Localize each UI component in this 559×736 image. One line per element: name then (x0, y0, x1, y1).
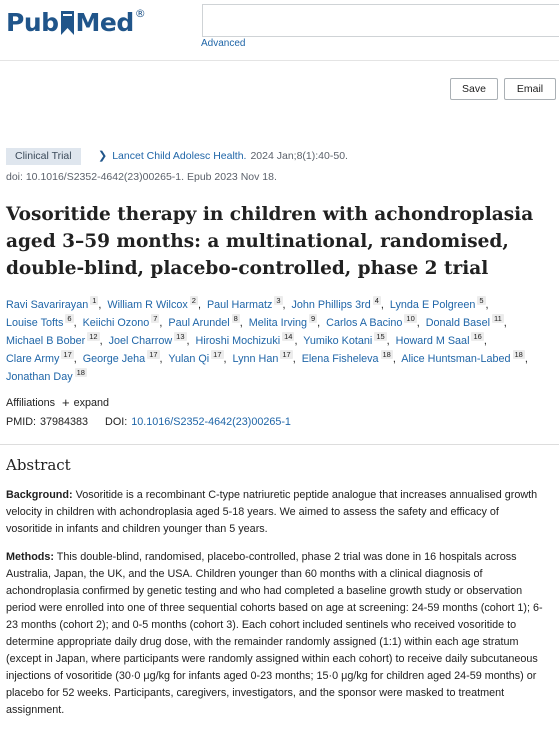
author-link[interactable] (248, 314, 317, 329)
author-name[interactable]: William R Wilcox (107, 299, 188, 311)
author-separator: , (317, 317, 321, 329)
author-separator: , (524, 353, 528, 365)
author-separator: , (503, 317, 507, 329)
identifiers (6, 416, 291, 428)
author-link[interactable] (232, 350, 293, 365)
author-name[interactable]: Clare Army (6, 353, 60, 365)
author-separator: , (186, 335, 190, 347)
author-link[interactable] (291, 296, 381, 311)
affiliation-number[interactable]: 18 (76, 368, 85, 377)
author-separator: , (239, 317, 243, 329)
author-link[interactable] (6, 350, 74, 365)
author-name[interactable]: Keiichi Ozono (82, 317, 150, 329)
methods-label: Methods: (6, 551, 54, 563)
journal-citation (98, 148, 348, 165)
author-separator: , (99, 335, 103, 347)
author-separator: , (294, 335, 298, 347)
section-divider (0, 444, 559, 445)
author-link[interactable] (395, 332, 484, 347)
bookmark-icon (60, 10, 75, 34)
affiliation-number[interactable]: 2 (191, 296, 196, 305)
author-separator: , (380, 299, 384, 311)
author-name[interactable]: Michael B Bober (6, 335, 86, 347)
author-link[interactable] (195, 332, 298, 347)
doi-label: DOI: (105, 416, 128, 428)
abstract-methods (6, 549, 546, 719)
affiliation-number[interactable]: 17 (213, 350, 222, 359)
affiliations-row[interactable] (6, 396, 109, 409)
affiliation-number[interactable]: 14 (284, 332, 293, 341)
author-name[interactable]: Lynn Han (232, 353, 279, 365)
affiliation-number[interactable]: 11 (493, 314, 502, 323)
author-name[interactable]: Paul Harmatz (206, 299, 273, 311)
author-name[interactable]: Melita Irving (248, 317, 307, 329)
abstract-heading: Abstract (6, 456, 71, 474)
affiliation-number[interactable]: 13 (176, 332, 185, 341)
doi-epub-line: doi: 10.1016/S2352-4642(23)00265-1. Epub 2023 Nov 18. (6, 171, 277, 183)
author-name[interactable]: Howard M Saal (395, 335, 470, 347)
header-divider (0, 60, 559, 61)
author-name[interactable]: Elena Fisheleva (301, 353, 379, 365)
author-name[interactable]: Carlos A Bacino (326, 317, 403, 329)
author-name[interactable]: Ravi Savarirayan (6, 299, 89, 311)
author-name[interactable]: Louise Tofts (6, 317, 64, 329)
advanced-search-link[interactable]: Advanced (201, 38, 246, 49)
author-separator: , (73, 317, 77, 329)
author-name[interactable]: John Phillips 3rd (291, 299, 371, 311)
affiliation-number[interactable]: 10 (406, 314, 415, 323)
author-link[interactable] (6, 332, 100, 347)
affiliation-number[interactable]: 17 (149, 350, 158, 359)
author-name[interactable]: Hiroshi Mochizuki (195, 335, 281, 347)
email-button[interactable]: Email (504, 78, 556, 100)
author-separator: , (159, 317, 163, 329)
affiliation-number[interactable]: 7 (153, 314, 158, 323)
author-separator: , (282, 299, 286, 311)
affiliation-number[interactable]: 18 (382, 350, 391, 359)
doi-link[interactable]: 10.1016/S2352-4642(23)00265-1 (131, 416, 291, 428)
expand-label[interactable]: expand (73, 396, 110, 409)
author-name[interactable]: Alice Huntsman-Labed (401, 353, 511, 365)
logo-text-med: Med (75, 8, 134, 37)
author-name[interactable]: Jonathan Day (6, 371, 73, 383)
author-separator: , (98, 299, 102, 311)
affiliation-number[interactable]: 12 (89, 332, 98, 341)
plus-icon: + (62, 395, 70, 410)
author-name[interactable]: Paul Arundel (168, 317, 230, 329)
affiliation-number[interactable]: 5 (479, 296, 484, 305)
author-separator: , (386, 335, 390, 347)
search-input[interactable] (202, 4, 559, 37)
author-link[interactable] (401, 350, 525, 365)
chevron-right-icon: ❯ (98, 150, 108, 162)
author-separator: , (73, 353, 77, 365)
save-button[interactable]: Save (450, 78, 498, 100)
author-separator: , (485, 299, 489, 311)
author-name[interactable]: Donald Basel (425, 317, 490, 329)
affiliation-number[interactable]: 4 (374, 296, 379, 305)
pmid-value: 37984383 (40, 416, 89, 428)
publication-type-badge[interactable]: Clinical Trial (6, 148, 81, 165)
pubmed-logo[interactable] (6, 4, 146, 42)
author-link[interactable] (107, 296, 198, 311)
citation-details: 2024 Jan;8(1):40-50. (250, 150, 348, 162)
author-separator: , (197, 299, 201, 311)
author-name[interactable]: Yulan Qi (168, 353, 210, 365)
abstract-background (6, 487, 546, 538)
author-separator: , (483, 335, 487, 347)
author-separator: , (292, 353, 296, 365)
author-name[interactable]: Yumiko Kotani (303, 335, 373, 347)
affiliation-number[interactable]: 17 (63, 350, 72, 359)
author-link[interactable] (6, 296, 98, 311)
logo-text-pub: Pub (6, 8, 59, 37)
author-link[interactable] (389, 296, 486, 311)
author-link[interactable] (168, 314, 239, 329)
author-name[interactable]: George Jeha (82, 353, 146, 365)
author-link[interactable] (425, 314, 504, 329)
affiliation-number[interactable]: 8 (233, 314, 238, 323)
author-link[interactable] (168, 350, 223, 365)
author-link[interactable] (326, 314, 417, 329)
background-label: Background: (6, 489, 73, 501)
author-link[interactable] (82, 314, 163, 329)
author-list (6, 296, 554, 386)
affiliations-label: Affiliations (6, 396, 56, 409)
author-link[interactable] (82, 350, 160, 365)
affiliation-number[interactable]: 17 (282, 350, 291, 359)
author-link[interactable] (206, 296, 283, 311)
author-separator: , (392, 353, 396, 365)
affiliation-number[interactable]: 3 (276, 296, 281, 305)
author-separator: , (223, 353, 227, 365)
author-name[interactable]: Joel Charrow (108, 335, 173, 347)
affiliation-number[interactable]: 15 (376, 332, 385, 341)
article-title: Vosoritide therapy in children with achondroplasia aged 3–59 months: a multinational, randomised, double-blind, placebo-controlled, phase 2 trial (6, 204, 534, 279)
affiliation-number[interactable]: 9 (311, 314, 316, 323)
affiliation-number[interactable]: 16 (473, 332, 482, 341)
methods-text: This double-blind, randomised, placebo-controlled, phase 2 trial was done in 16 hospitals across Australia, Japan, the UK, and the USA. Children younger than 60 months with a clinical diagnosis of achondroplasia confirmed by genetic testing and who had completed a baseline growth study or observation period were enrolled into one of three sequential cohorts based on age at screening: 24-59 months (cohort 1); 6-23 months (cohort 2); and 0-5 months (cohort 3). Each cohort included sentinels who received vosoritide to determine appropriate daily drug dose, with the remainder randomly assigned (1:1) within each age stratum (except in Japan, where participants were randomly assigned within each cohort) to receive daily subcutaneous injections of vosoritide (30·0 μg/kg for infants aged 0-23 months; 15·0 μg/kg for children aged 24-59 months) or placebo for 52 weeks. Participants, caregivers, investigators, and the sponsor were masked to treatment assignment. (6, 551, 543, 716)
author-link[interactable] (108, 332, 187, 347)
author-link[interactable] (6, 314, 74, 329)
author-link[interactable] (303, 332, 386, 347)
affiliation-number[interactable]: 1 (92, 296, 97, 305)
pmid-label: PMID: (6, 416, 36, 428)
affiliation-number[interactable]: 6 (67, 314, 72, 323)
registered-mark: ® (134, 7, 146, 20)
background-text: Vosoritide is a recombinant C-type natriuretic peptide analogue that increases annualised growth velocity in children with achondroplasia aged 5-18 years. We aimed to assess the safety and efficacy of vosoritide in infants and children younger than 5 years. (6, 489, 538, 535)
author-link[interactable] (301, 350, 393, 365)
author-name[interactable]: Lynda E Polgreen (389, 299, 476, 311)
affiliation-number[interactable]: 18 (514, 350, 523, 359)
author-separator: , (159, 353, 163, 365)
author-link[interactable] (6, 368, 87, 383)
journal-link[interactable]: Lancet Child Adolesc Health. (112, 150, 247, 162)
author-separator: , (416, 317, 420, 329)
